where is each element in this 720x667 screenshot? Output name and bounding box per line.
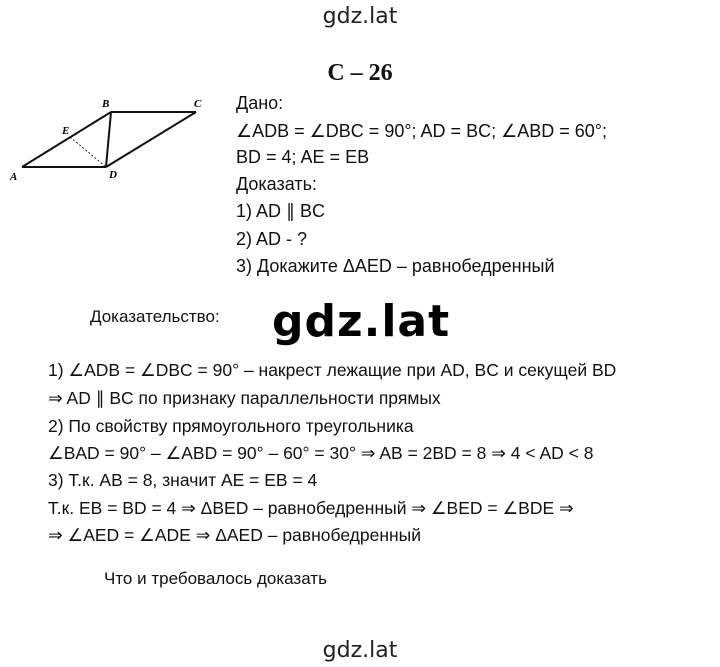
diagonal-bd	[106, 112, 111, 167]
prove-item-1: 1) AD ∥ BC	[236, 201, 326, 221]
watermark-bottom: gdz.lat	[322, 638, 398, 663]
prove-item-2: 2) AD - ?	[236, 229, 308, 249]
prove-heading: Доказать:	[236, 174, 317, 194]
parallelogram-figure	[0, 92, 230, 187]
given-line-1: ∠ADB = ∠DBC = 90°; AD = BC; ∠ABD = 60°;	[236, 121, 607, 141]
given-heading: Дано:	[236, 93, 284, 113]
proof-line-7: ⇒ ∠AED = ∠ADE ⇒ ΔAED – равнобедренный	[48, 525, 422, 545]
given-line-2: BD = 4; AE = EB	[236, 147, 370, 167]
vertex-label-b: B	[102, 98, 110, 110]
side-ab	[22, 112, 111, 167]
proof-line-3: 2) По свойству прямоугольного треугольника	[48, 416, 414, 436]
vertex-label-a: A	[10, 171, 18, 183]
segment-ed	[70, 137, 106, 167]
watermark-top: gdz.lat	[322, 4, 398, 29]
prove-item-3: 3) Докажите ΔAED – равнобедренный	[236, 256, 555, 276]
proof-line-4: ∠BAD = 90° – ∠ABD = 90° – 60° = 30° ⇒ AB = 2BD = 8 ⇒ 4 < AD < 8	[48, 443, 594, 463]
proof-line-6: Т.к. EB = BD = 4 ⇒ ΔBED – равнобедренный ⇒ ∠BED = ∠BDE ⇒	[48, 498, 574, 518]
side-cd	[106, 112, 196, 167]
vertex-label-e: E	[62, 125, 70, 137]
proof-line-5: 3) Т.к. AB = 8, значит AE = EB = 4	[48, 470, 318, 490]
watermark-middle: gdz.lat	[272, 296, 451, 347]
page-title: С – 26	[327, 60, 393, 86]
proof-line-1: 1) ∠ADB = ∠DBC = 90° – накрест лежащие при AD, BC и секущей BD	[48, 360, 617, 380]
conclusion-text: Что и требовалось доказать	[104, 569, 327, 588]
vertex-label-d: D	[109, 169, 117, 181]
proof-line-2: ⇒ AD ∥ BC по признаку параллельности прямых	[48, 388, 441, 408]
proof-label: Доказательство:	[90, 307, 220, 326]
vertex-label-c: C	[194, 98, 202, 110]
